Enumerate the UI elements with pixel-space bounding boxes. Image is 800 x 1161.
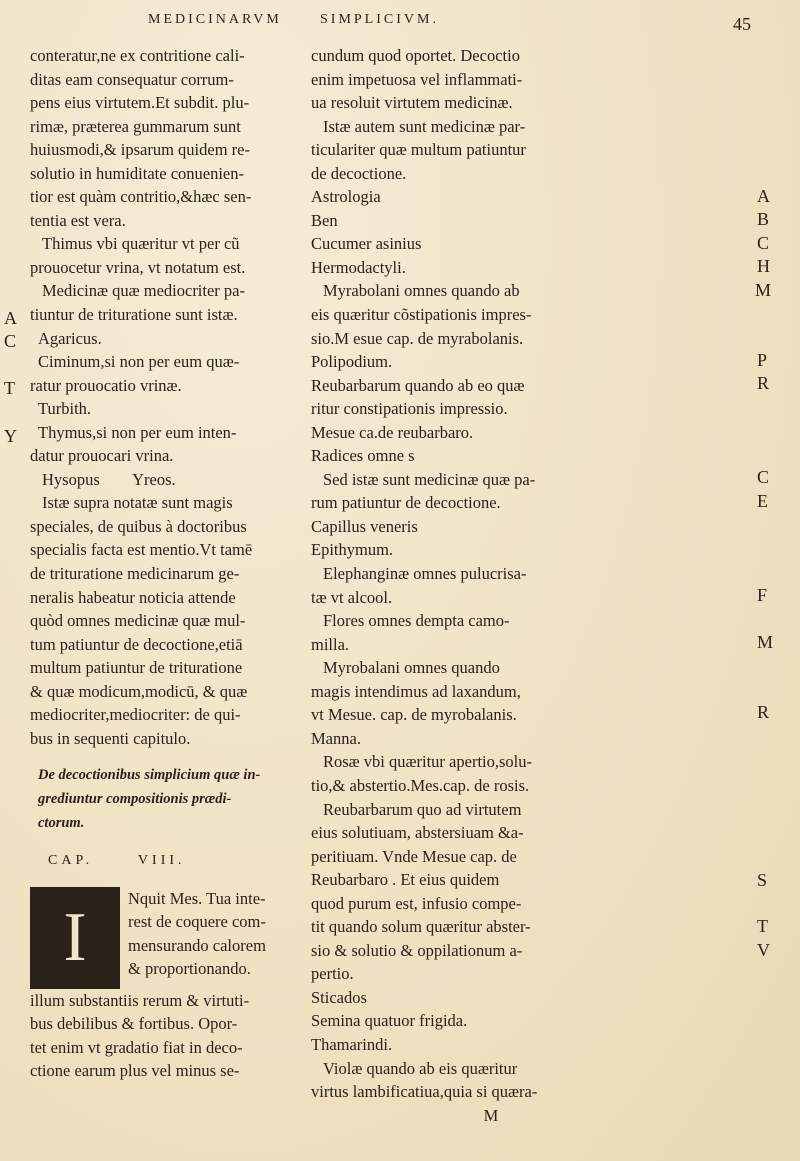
margin-letter: V xyxy=(757,940,770,960)
text-line: de trituratione medicinarum ge- xyxy=(30,564,240,584)
margin-letter: E xyxy=(757,491,768,511)
remedy-item: Myrobalani omnes quando xyxy=(323,658,500,678)
text-line: speciales, de quibus à doctoribus xyxy=(30,516,247,536)
text-line: de decoctione. xyxy=(311,163,407,183)
text-line: Istæ autem sunt medicinæ par- xyxy=(323,116,526,136)
text-line: peritiuam. Vnde Mesue cap. de xyxy=(311,846,517,866)
section-heading: De decoctionibus simplicium quæ in- xyxy=(38,767,261,784)
chapter-opening xyxy=(30,887,306,989)
text-line: cundum quod oportet. Decoctio xyxy=(311,46,520,65)
text-line: rimæ, præterea gummarum sunt xyxy=(30,116,241,136)
text-line: huiusmodi,& ipsarum quidem re- xyxy=(30,140,250,160)
remedy-item: Reubarbarum quo ad virtutem xyxy=(323,799,522,819)
text-line: & proportionando. xyxy=(128,959,251,979)
chapter-label: CAP. VIII. xyxy=(48,853,186,869)
remedy-item: Cucumer asinius xyxy=(311,234,422,254)
text-line: specialis facta est mentio.Vt tamē xyxy=(30,540,253,560)
right-column xyxy=(311,44,731,1127)
remedy-item: Manna. xyxy=(311,728,361,748)
remedy-item: Reubarbarum quando ab eo quæ xyxy=(311,375,525,395)
remedy-item: Astrologia xyxy=(311,187,381,207)
margin-letter: C xyxy=(4,331,17,351)
text-line: Thimus vbi quæritur vt per cũ xyxy=(42,234,240,254)
text-line: tentia est vera. xyxy=(30,210,126,230)
decorated-initial: I xyxy=(30,887,120,989)
text-line: rest de coquere com- xyxy=(128,912,266,932)
text-line: Istæ supra notatæ sunt magis xyxy=(42,493,233,513)
running-header xyxy=(0,12,800,40)
text-line: multum patiuntur de trituratione xyxy=(30,658,243,678)
text-line: tet enim vt gradatio fiat in deco- xyxy=(30,1037,243,1057)
margin-letter: C xyxy=(757,233,770,253)
remedy-item: Myrabolani omnes quando ab xyxy=(323,281,520,301)
header-right-title: SIMPLICIVM. xyxy=(320,12,439,27)
text-line: enim impetuosa vel inflammati- xyxy=(311,69,523,89)
remedy-item: Turbith. xyxy=(38,399,92,419)
text-line: pens eius virtutem.Et subdit. plu- xyxy=(30,93,250,113)
remedy-item: Radices omne s xyxy=(311,446,415,466)
left-column xyxy=(30,44,306,1083)
text-line: eis quæritur cõstipationis impres- xyxy=(311,305,532,325)
text-line: Reubarbaro . Et eius quidem xyxy=(311,870,500,890)
text-line: bus debilibus & fortibus. Opor- xyxy=(30,1014,238,1034)
margin-letter: S xyxy=(757,870,768,890)
margin-letter: A xyxy=(4,308,17,328)
text-line: tior est quàm contritio,&hæc sen- xyxy=(30,187,252,207)
remedy-item: Violæ quando ab eis quæritur xyxy=(323,1058,518,1078)
text-line: sio & solutio & oppilationum a- xyxy=(311,940,523,960)
text-line: Sed istæ sunt medicinæ quæ pa- xyxy=(323,469,536,489)
page-number: 45 xyxy=(733,14,751,34)
text-line: quod purum est, infusio compe- xyxy=(311,893,522,913)
text-line: prouocetur vrina, vt notatum est. xyxy=(30,257,246,277)
text-line: sio.M esue cap. de myrabolanis. xyxy=(311,328,524,348)
margin-letter: M xyxy=(757,632,774,652)
remedy-item: Thamarindi. xyxy=(311,1034,393,1054)
remedy-item: Epithymum. xyxy=(311,540,394,560)
margin-letter: M xyxy=(755,280,772,300)
text-line: virtus lambificatiua,quia si quæra- xyxy=(311,1082,538,1102)
remedy-item: Agaricus. xyxy=(38,328,102,348)
remedy-item: Hysopus Yreos. xyxy=(42,469,176,489)
remedy-item: Sticados xyxy=(311,987,367,1007)
remedy-item: Ben xyxy=(311,210,338,230)
remedy-item: Polipodium. xyxy=(311,352,393,372)
catchword: M xyxy=(483,1105,499,1125)
text-line: conteratur,ne ex contritione cali- xyxy=(30,46,245,65)
margin-letter: B xyxy=(757,209,770,229)
margin-letter: F xyxy=(757,585,768,605)
text-line: milla. xyxy=(311,634,350,654)
text-line: & quæ modicum,modicū, & quæ xyxy=(30,681,248,701)
text-line: tum patiuntur de decoctione,etiā xyxy=(30,634,243,654)
text-line: tæ vt alcool. xyxy=(311,587,393,607)
text-line: ratur prouocatio vrinæ. xyxy=(30,375,182,395)
margin-letter: T xyxy=(4,378,15,398)
text-line: Nquit Mes. Tua inte- xyxy=(128,888,266,908)
header-left-title: MEDICINARVM xyxy=(148,12,282,27)
text-line: eius solutiuam, abstersiuam &a- xyxy=(311,823,524,843)
remedy-item: Flores omnes dempta camo- xyxy=(323,611,510,631)
remedy-item: Ciminum,si non per eum quæ- xyxy=(38,352,240,372)
remedy-item: Semina quatuor frigida. xyxy=(311,1011,468,1031)
text-line: ticulariter quæ multum patiuntur xyxy=(311,140,526,160)
section-heading: grediuntur compositionis prædi- xyxy=(38,790,232,807)
margin-letter: H xyxy=(757,256,770,276)
text-line: bus in sequenti capitulo. xyxy=(30,728,191,748)
remedy-item: Rosæ vbi quæritur apertio,solu- xyxy=(323,752,532,772)
remedy-item: Thymus,si non per eum inten- xyxy=(38,422,237,442)
remedy-item: Elephanginæ omnes pulucrisa- xyxy=(323,564,527,584)
margin-letter: R xyxy=(757,702,770,722)
text-line: solutio in humiditate conuenien- xyxy=(30,163,245,183)
text-line: tio,& abstertio.Mes.cap. de rosis. xyxy=(311,775,530,795)
text-line: magis intendimus ad laxandum, xyxy=(311,681,521,701)
text-line: ditas eam consequatur corrum- xyxy=(30,69,234,89)
text-line: quòd omnes medicinæ quæ mul- xyxy=(30,611,246,631)
text-line: rum patiuntur de decoctione. xyxy=(311,493,501,513)
margin-letter: Y xyxy=(4,426,17,446)
section-heading: ctorum. xyxy=(38,814,85,831)
text-line: tiuntur de trituratione sunt istæ. xyxy=(30,305,238,325)
text-line: ctione earum plus vel minus se- xyxy=(30,1061,240,1081)
text-line: vt Mesue. cap. de myrobalanis. xyxy=(311,705,517,725)
text-line: ua resoluit virtutem medicinæ. xyxy=(311,93,513,113)
text-line: pertio. xyxy=(311,964,354,984)
remedy-item: Hermodactyli. xyxy=(311,257,406,277)
text-line: Medicinæ quæ mediocriter pa- xyxy=(42,281,245,301)
text-line: datur prouocari vrina. xyxy=(30,446,174,466)
text-line: mediocriter,mediocriter: de qui- xyxy=(30,705,241,725)
text-line: neralis habeatur noticia attende xyxy=(30,587,236,607)
margin-letter: C xyxy=(757,467,770,487)
remedy-item: Capillus veneris xyxy=(311,516,418,536)
margin-letter: T xyxy=(757,916,768,936)
text-line: mensurando calorem xyxy=(128,935,266,955)
margin-letter: P xyxy=(757,350,768,370)
text-line: ritur constipationis impressio. xyxy=(311,399,508,419)
text-line: tit quando solum quæritur abster- xyxy=(311,917,531,937)
margin-letter: R xyxy=(757,373,770,393)
text-line: Mesue ca.de reubarbaro. xyxy=(311,422,474,442)
margin-letter: A xyxy=(757,186,770,206)
text-line: illum substantiis rerum & virtuti- xyxy=(30,990,250,1010)
